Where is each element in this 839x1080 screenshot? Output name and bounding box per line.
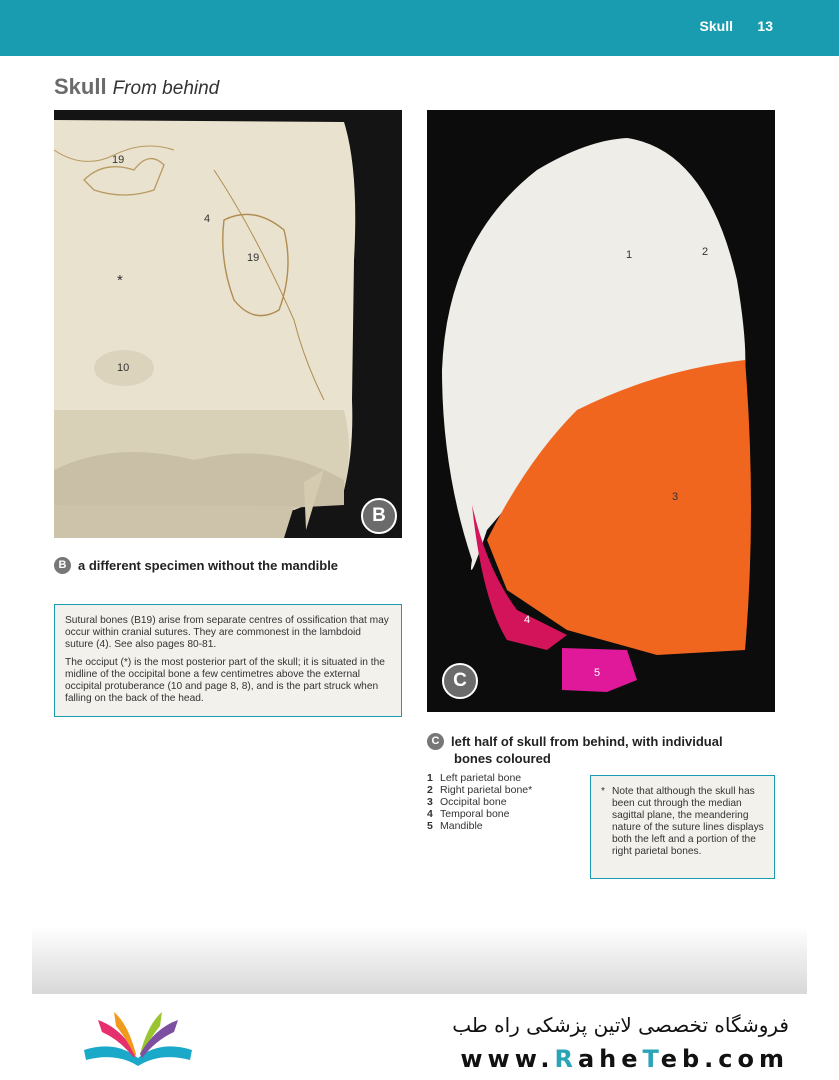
- legend-item: 2 Right parietal bone*: [427, 784, 533, 796]
- caption-c-badge: C: [427, 733, 444, 750]
- note-text: Note that although the skull has been cut through the median sagittal plane, the meandering nature of the suture lines displays both the left and a portion of the right parietal bones.: [612, 786, 764, 857]
- caption-b-text: a different specimen without the mandible: [78, 558, 339, 573]
- coloured-skull-illustration: [427, 110, 775, 712]
- info-box: [54, 604, 402, 717]
- label-3: 3: [672, 491, 679, 503]
- legend-item: 5 Mandible: [427, 820, 483, 832]
- label-4: 4: [204, 213, 211, 225]
- page-title: [54, 74, 219, 100]
- label-1: 1: [626, 249, 633, 261]
- figure-b-photo: [54, 110, 402, 538]
- label-19-right: 19: [247, 252, 260, 264]
- figure-c-photo: [427, 110, 775, 712]
- caption-c-line2: bones coloured: [454, 751, 551, 766]
- figure-c-caption: [427, 733, 723, 767]
- figure-b-badge: B: [361, 498, 397, 534]
- note-box: [590, 775, 775, 879]
- legend-item: 4 Temporal bone: [427, 808, 510, 820]
- footer-shadow: [32, 926, 807, 994]
- figure-b-caption: [54, 557, 338, 574]
- book-logo-icon: [76, 1010, 200, 1066]
- label-10: 10: [117, 362, 130, 374]
- footer-url[interactable]: www.RaheTeb.com: [460, 1045, 789, 1073]
- page-header: [0, 0, 839, 56]
- info-para-2: The occiput (*) is the most posterior part of the skull; it is situated in the midline of the occipital bone a few centimetres above the external occipital protuberance (10 and page 8, 8), and is the part struck when falling on the back of the head.: [65, 657, 385, 704]
- title-main: Skull: [54, 74, 107, 99]
- caption-b-badge: B: [54, 557, 71, 574]
- legend-item: 1 Left parietal bone: [427, 772, 522, 784]
- label-19-upper: 19: [112, 154, 125, 166]
- page-number: 13: [757, 18, 773, 34]
- caption-c-line1: left half of skull from behind, with individual: [451, 734, 723, 749]
- figure-c-badge: C: [442, 663, 478, 699]
- footer-store-name: فروشگاه تخصصی لاتین پزشکی راه طب: [452, 1013, 789, 1037]
- label-5: 5: [594, 667, 601, 679]
- skull-back-illustration: [54, 110, 402, 538]
- label-4-temporal: 4: [524, 614, 531, 626]
- info-para-1: Sutural bones (B19) arise from separate centres of ossification that may occur within cranial sutures. They are commonest in the lambdoid suture (4). See also pages 80-81.: [65, 615, 389, 650]
- label-2: 2: [702, 246, 709, 258]
- section-title: Skull: [699, 18, 733, 34]
- note-star: *: [601, 786, 605, 797]
- label-occiput-star: *: [117, 272, 123, 289]
- title-sub: From behind: [112, 78, 220, 99]
- bone-legend: [427, 772, 532, 832]
- legend-item: 3 Occipital bone: [427, 796, 507, 808]
